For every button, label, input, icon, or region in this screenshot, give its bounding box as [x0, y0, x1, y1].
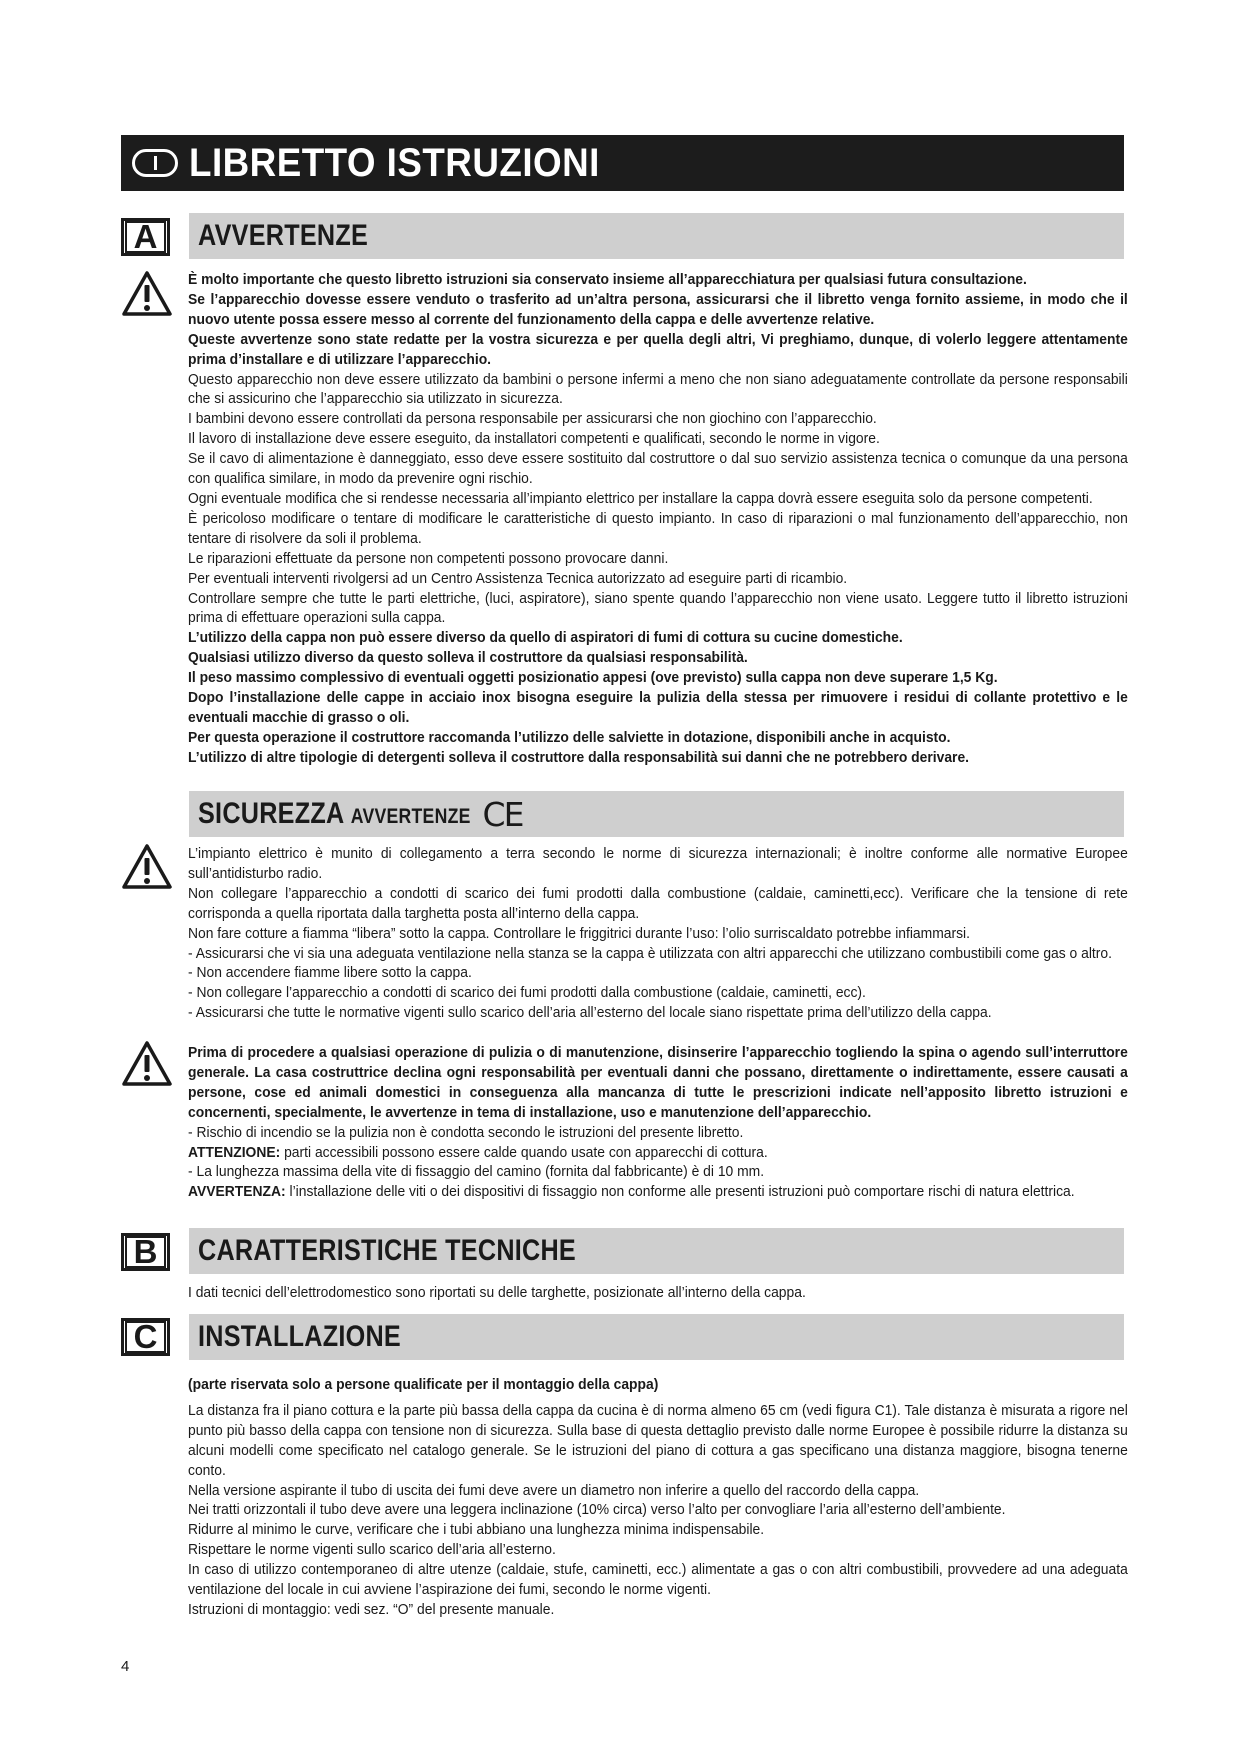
document-title: LIBRETTO ISTRUZIONI	[189, 140, 600, 185]
attenzione-label: ATTENZIONE:	[188, 1143, 281, 1161]
paragraph: AVVERTENZA: l’installazione delle viti o dei dispositivi di fissaggio non conforme alle presenti istruzioni può comportare rischi di natura elettrica.	[188, 1183, 1075, 1201]
section-letter-c: C	[121, 1318, 170, 1356]
paragraph: L’impianto elettrico è munito di collegamento a terra secondo le norme di sicurezza internazionali; è inoltre conforme alle normative Europee sull’antidisturbo radio.	[188, 845, 1128, 882]
ce-mark-icon: CE	[482, 794, 523, 834]
warning-triangle-icon	[121, 270, 173, 317]
paragraph: I bambini devono essere controllati da persona responsabile per assicurarsi che non giochino con l’apparecchio.	[188, 410, 877, 428]
paragraph: - Rischio di incendio se la pulizia non è condotta secondo le istruzioni del presente libretto.	[188, 1123, 744, 1141]
italian-language-icon	[132, 149, 178, 177]
paragraph: ATTENZIONE: parti accessibili possono essere calde quando usate con apparecchi di cottura.	[188, 1143, 768, 1161]
page-number: 4	[121, 1658, 130, 1675]
paragraph: Queste avvertenze sono state redatte per la vostra sicurezza e per quella degli altri, Vi preghiamo, dunque, di volerlo leggere attentamente prima d’installare e di utilizzare l’apparecchio.	[188, 330, 1128, 368]
document-title-banner	[121, 135, 1124, 191]
paragraph: Qualsiasi utilizzo diverso da questo solleva il costruttore da qualsiasi responsabilità.	[188, 649, 748, 667]
list-item: - Assicurarsi che vi sia una adeguata ventilazione nella stanza se la cappa è utilizzata con altri apparecchi che utilizzano combustibili come gas o altro.	[188, 944, 1112, 962]
paragraph: Il lavoro di installazione deve essere eseguito, da installatori competenti e qualificati, secondo le norme in vigore.	[188, 430, 880, 448]
paragraph: È molto importante che questo libretto istruzioni sia conservato insieme all’apparecchiatura per qualsiasi futura consultazione.	[188, 271, 1027, 288]
paragraph: Non collegare l’apparecchio a condotti di scarico dei fumi prodotti dalla combustione (caldaie, caminetti,ecc). Verificare che la tensione di rete corrisponda a quella riportata dalla targhetta posta all’interno della cappa.	[188, 884, 1128, 922]
paragraph: Questo apparecchio non deve essere utilizzato da bambini o persone infermi a meno che non siano adeguatamente controllate da persone responsabili che si assicurino che l’apparecchio sia utilizzato in sicurezza.	[188, 370, 1128, 408]
section-subtitle: AVVERTENZE	[350, 805, 471, 828]
paragraph: I dati tecnici dell’elettrodomestico sono riportati su delle targhette, posizionate all’interno della cappa.	[188, 1284, 806, 1301]
paragraph: Non fare cotture a fiamma “libera” sotto la cappa. Controllare le friggitrici durante l’uso: l’olio surriscaldato potrebbe infiammarsi.	[188, 924, 970, 942]
paragraph: Nei tratti orizzontali il tubo deve avere una leggera inclinazione (10% circa) verso l’alto per convogliare l’aria all’esterno dell’ambiente.	[188, 1501, 1006, 1519]
paragraph: Rispettare le norme vigenti sullo scarico dell’aria all’esterno.	[188, 1541, 556, 1559]
paragraph: Il peso massimo complessivo di eventuali oggetti posizionatio appesi (ove previsto) sulla cappa non deve superare 1,5 Kg.	[188, 669, 998, 687]
section-header-avvertenze	[189, 213, 1124, 259]
list-item: - Non collegare l’apparecchio a condotti di scarico dei fumi prodotti dalla combustione (caldaie, caminetti, ecc).	[188, 984, 866, 1002]
paragraph: L’utilizzo di altre tipologie di detergenti solleva il costruttore dalla responsabilità sui danni che ne potrebbero derivare.	[188, 748, 970, 766]
paragraph: L’utilizzo della cappa non può essere diverso da quello di aspiratori di fumi di cottura su cucine domestiche.	[188, 629, 903, 647]
installazione-subtitle: (parte riservata solo a persone qualificate per il montaggio della cappa)	[188, 1376, 659, 1393]
section-letter-b: B	[121, 1233, 170, 1271]
paragraph: - La lunghezza massima della vite di fissaggio del camino (fornita dal fabbricante) è di 10 mm.	[188, 1163, 765, 1181]
section-title: SICUREZZA	[198, 797, 344, 830]
paragraph: Dopo l’installazione delle cappe in acciaio inox bisogna eseguire la pulizia della stessa per rimuovere i residui di collante protettivo e le eventuali macchie di grasso o oli.	[188, 689, 1128, 726]
avvertenze-text	[188, 270, 1128, 768]
sicurezza-text	[188, 844, 1128, 1023]
paragraph: Istruzioni di montaggio: vedi sez. “O” del presente manuale.	[188, 1600, 555, 1618]
section-header-installazione	[189, 1314, 1124, 1360]
paragraph: In caso di utilizzo contemporaneo di altre utenze (caldaie, stufe, caminetti, ecc.) alimentate a gas o con altri combustibili, provvedere ad una adeguata ventilazione del locale in cui avviene l’aspirazione dei fumi, secondo le norme vigenti.	[188, 1561, 1128, 1599]
paragraph: Prima di procedere a qualsiasi operazione di pulizia o di manutenzione, disinserire l’apparecchio togliendo la spina o agendo sull’interruttore generale. La casa costruttrice declina ogni responsabilità per eventuali danni che possano, direttamente o indirettamente, essere causati a persone, cose ed animali domestici in conseguenza alla mancanza di tutte le prescrizioni indicate nell’apposito libretto istruzioni e concernenti, specialmente, le avvertenze in tema di installazione, uso e manutenzione dell’apparecchio.	[188, 1044, 1128, 1121]
section-title: CARATTERISTICHE TECNICHE	[198, 1234, 576, 1267]
section-title: INSTALLAZIONE	[198, 1320, 402, 1353]
paragraph: Se il cavo di alimentazione è danneggiato, esso deve essere sostituito dal costruttore o dal suo servizio assistenza tecnica o comunque da una persona con qualifica similare, in modo da prevenire ogni rischio.	[188, 450, 1128, 488]
manutenzione-text	[188, 1043, 1128, 1202]
paragraph: Nella versione aspirante il tubo di uscita dei fumi deve avere un diametro non inferire a quello del raccordo della cappa.	[188, 1481, 920, 1499]
section-header-caratteristiche	[189, 1228, 1124, 1274]
section-title: AVVERTENZE	[198, 219, 369, 252]
installazione-text	[188, 1375, 1128, 1620]
warning-triangle-icon	[121, 1040, 173, 1087]
paragraph: La distanza fra il piano cottura e la parte più bassa della cappa da cucina è di norma almeno 65 cm (vedi figura C1). Tale distanza è misurata a rigore nel punto più basso della cappa con tensione non di sicurezza. Sulla base di questa dettaglio previsto dalle norme Europee è possibile ridurre la distanza su alcuni modelli come specificato nel catalogo generale. Se le istruzioni del piano di cottura a gas specificano una distanza maggiore, bisogna tenerne conto.	[188, 1401, 1128, 1479]
paragraph: Controllare sempre che tutte le parti elettriche, (luci, aspiratore), siano spente quando l’apparecchio non viene usato. Leggere tutto il libretto istruzioni prima di effettuare operazioni sulla cappa.	[188, 589, 1128, 627]
warning-triangle-icon	[121, 843, 173, 890]
avvertenza-label: AVVERTENZA:	[188, 1183, 286, 1201]
paragraph: Ogni eventuale modifica che si rendesse necessaria all’impianto elettrico per installare la cappa dovrà essere eseguita solo da persone competenti.	[188, 489, 1093, 507]
section-letter-a: A	[121, 218, 170, 256]
paragraph: Le riparazioni effettuate da persone non competenti possono provocare danni.	[188, 549, 669, 567]
paragraph: Per questa operazione il costruttore raccomanda l’utilizzo delle salviette in dotazione, disponibili anche in acquisto.	[188, 728, 951, 746]
list-item: - Non accendere fiamme libere sotto la cappa.	[188, 964, 472, 982]
section-header-sicurezza	[189, 791, 1124, 837]
paragraph: Se l’apparecchio dovesse essere venduto o trasferito ad un’altra persona, assicurarsi che il libretto venga fornito assieme, in modo che il nuovo utente possa essere messo al corrente del funzionamento della cappa e delle avvertenze relative.	[188, 290, 1128, 328]
paragraph: È pericoloso modificare o tentare di modificare le caratteristiche di questo impianto. In caso di riparazioni o mal funzionamento dell’apparecchio, non tentare di risolvere da soli il problema.	[188, 509, 1128, 547]
caratteristiche-text	[188, 1283, 1128, 1303]
list-item: - Assicurarsi che tutte le normative vigenti sullo scarico dell’aria all’esterno del locale siano rispettate prima dell’utilizzo della cappa.	[188, 1004, 992, 1022]
paragraph: Per eventuali interventi rivolgersi ad un Centro Assistenza Tecnica autorizzato ad eseguire parti di ricambio.	[188, 569, 848, 587]
paragraph: Ridurre al minimo le curve, verificare che i tubi abbiano una lunghezza minima indispensabile.	[188, 1521, 765, 1539]
